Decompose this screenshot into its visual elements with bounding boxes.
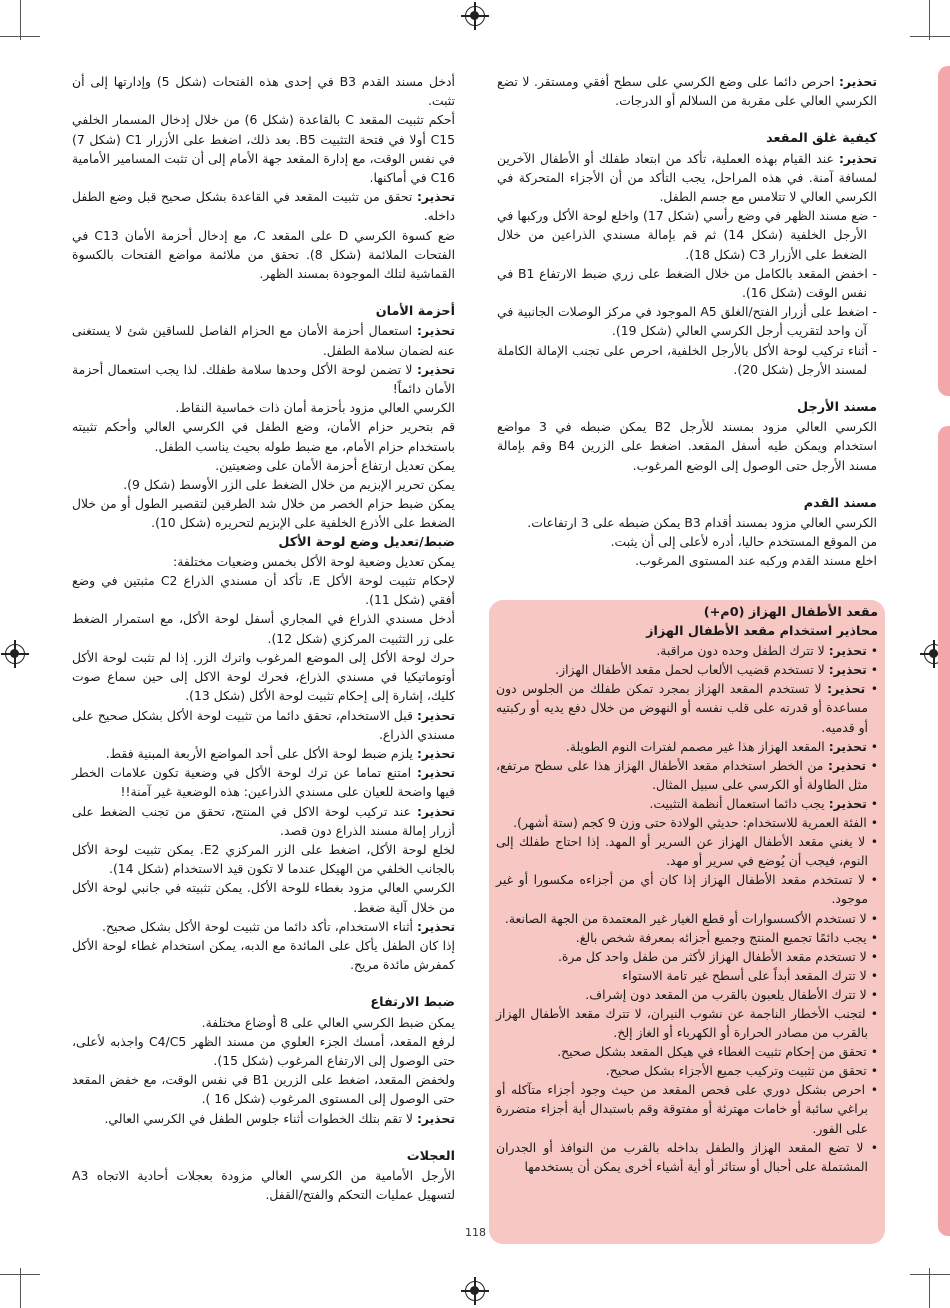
paragraph-text: أدخل مسندي الذراع في المجاري أسفل لوحة الأكل، مع استمرار الضغط على زر التثبيت المركزي (شكل 12). bbox=[72, 611, 455, 646]
paragraph-text: يلزم ضبط لوحة الأكل على أحد المواضع الأربعة المبنية فقط. bbox=[105, 745, 417, 761]
list-item bbox=[496, 966, 878, 985]
spacer bbox=[72, 974, 455, 993]
spacer bbox=[497, 110, 877, 129]
paragraph-text: الكرسي العالي مزود بأحزمة أمان ذات خماسية النقاط. bbox=[175, 400, 455, 416]
section-tab bbox=[938, 426, 950, 1236]
paragraph-text: لا يغني مقعد الأطفال الهزاز عن السرير أو المهد. إذا احتاج طفلك إلى النوم، فيجب أن يُوضع في سرير أو مهد. bbox=[496, 834, 868, 869]
paragraph-text: اخلع مسند القدم وركبه عند المستوى المرغوب. bbox=[635, 553, 877, 569]
paragraph-text: عند القيام بهذه العملية، تأكد من ابتعاد طفلك أو الأطفال الآخرين لمسافة آمنة. في هذه المراحل، يجب التأكد من أن الأجزاء المتحركة في الكرسي العالي لا تتلامس مع جسم الطفل. bbox=[497, 150, 877, 205]
bullet: • bbox=[866, 967, 878, 983]
paragraph-text: قم بتحرير حزام الأمان، وضع الطفل في الكرسي العالي وأحكم تثبيته باستخدام حزام الأمام، مع ضبط طوله بحيث يناسب الطفل. bbox=[72, 419, 455, 454]
paragraph-text: استعمال أحزمة الأمان مع الحزام الفاصل للساقين شئ لا يستغنى عنه لضمان سلامة الطفل. bbox=[72, 323, 455, 358]
paragraph-text: لرفع المقعد، أمسك الجزء العلوي من مسند الظهر C4/C5 واجذبه لأعلى، حتى الوصول إلى الارتفاع المرغوب (شكل 15). bbox=[72, 1033, 455, 1068]
paragraph bbox=[72, 1109, 455, 1128]
paragraph bbox=[72, 72, 455, 110]
warning-label: تحذير: bbox=[838, 74, 877, 89]
warning-label: تحذير: bbox=[416, 189, 455, 205]
paragraph-text: لا تضمن لوحة الأكل وحدها سلامة طفلك. لذا يجب استعمال أحزمة الأمان دائماً! bbox=[72, 361, 455, 397]
paragraph bbox=[72, 226, 455, 284]
section-heading: مسند القدم bbox=[803, 495, 877, 511]
list-item bbox=[496, 737, 878, 756]
list-item bbox=[497, 206, 877, 264]
section-heading: مسند الأرجل bbox=[797, 400, 877, 416]
paragraph bbox=[72, 840, 455, 878]
section-heading: محاذير استخدام مقعد الأطفال الهزاز bbox=[646, 624, 878, 640]
warning-label: تحذير: bbox=[416, 707, 455, 723]
paragraph bbox=[72, 187, 455, 225]
paragraph-text: لا تستخدم مقعد الأطفال الهزاز لأكثر من طفل واحد كل مرة. bbox=[557, 948, 867, 964]
warning-label: تحذير: bbox=[416, 765, 455, 781]
paragraph-text: احرص دائما على وضع الكرسي على سطح أفقي ومستقر. لا تضع الكرسي العالي على مقربة من السلالم أو الدرجات. bbox=[497, 74, 877, 109]
paragraph-text: لا تترك الطفل وحده دون مراقبة. bbox=[656, 643, 829, 659]
paragraph bbox=[72, 609, 455, 647]
crop-mark bbox=[20, 0, 21, 40]
section-heading: كيفية غلق المقعد bbox=[766, 131, 877, 147]
warning-label: تحذير: bbox=[416, 803, 455, 819]
paragraph-text: لا تستخدم الأكسسوارات أو قطع الغيار غير المعتمدة من الجهة الصانعة. bbox=[504, 910, 867, 926]
bullet: • bbox=[863, 1139, 879, 1155]
paragraph bbox=[72, 110, 455, 187]
paragraph-text: قبل الاستخدام، تحقق دائما من تثبيت لوحة الأكل بشكل صحيح على مسندي الذراع. bbox=[72, 707, 455, 742]
section-tab bbox=[938, 66, 950, 396]
list-item bbox=[496, 641, 878, 660]
paragraph-text: تحقق من تثبيت المقعد في القاعدة بشكل صحيح قبل وضع الطفل داخله. bbox=[72, 189, 455, 224]
section-heading: ضبط الارتفاع bbox=[370, 995, 455, 1011]
section-heading: أحزمة الأمان bbox=[375, 304, 455, 320]
paragraph-text: أحكم تثبيت المقعد C بالقاعدة (شكل 6) من خلال إدخال المسمار الخلفي C15 أولا في فتحة التثبيت B5. بعد ذلك، اضغط على الأزرار C1 (شكل 7) في نفس الوقت، مع إدارة المقعد جهة الأمام إلى أن تثبت المسامير الأمامية C16 في أماكنها. bbox=[72, 112, 455, 186]
list-item bbox=[496, 813, 878, 832]
bullet: • bbox=[866, 986, 878, 1002]
paragraph bbox=[72, 571, 455, 609]
list-item bbox=[496, 947, 878, 966]
bullet: - bbox=[867, 265, 877, 281]
paragraph bbox=[72, 706, 455, 744]
left-column bbox=[72, 72, 455, 1204]
paragraph-text: لتجنب الأخطار الناجمة عن نشوب النيران، لا تترك مقعد الأطفال الهزاز بالقرب من مصادر الحرارة أو الكهرباء أو الغاز إلخ. bbox=[496, 1005, 868, 1041]
list-item bbox=[496, 756, 878, 794]
paragraph-text: يمكن تعديل وضعية لوحة الأكل بخمس وضعيات مختلفة: bbox=[173, 553, 455, 569]
paragraph-text: المقعد الهزاز هذا غير مصمم لفترات النوم الطويلة. bbox=[565, 738, 829, 754]
paragraph-text: أدخل مسند القدم B3 في إحدى هذه الفتحات (شكل 5) وإدارتها إلى أن تثبت. bbox=[72, 74, 456, 109]
crop-mark bbox=[929, 0, 930, 40]
paragraph-text: لا تقم بتلك الخطوات أثناء جلوس الطفل في الكرسي العالي. bbox=[104, 1110, 417, 1126]
paragraph-text: الكرسي العالي مزود بمسند للأرجل B2 يمكن ضبطه في 3 مواضع استخدام ويمكن طيه أسفل المقعد. اضغط على الزرين B4 وقم بإمالة مسند الأرجل حتى الوصول إلى الوضع المرغوب. bbox=[497, 419, 877, 473]
warning-label: تحذير: bbox=[828, 643, 867, 659]
warning-label: تحذير: bbox=[828, 662, 867, 678]
list-item bbox=[496, 832, 878, 870]
registration-mark-icon bbox=[5, 644, 25, 664]
paragraph-text: الأرجل الأمامية من الكرسي العالي مزودة بعجلات أحادية الاتجاه A3 لتسهيل عمليات التحكم والفتح/القفل. bbox=[72, 1167, 455, 1203]
paragraph bbox=[497, 417, 877, 475]
paragraph-text: عند تركيب لوحة الاكل في المنتج، تحقق من تجنب الضغط على أزرار إمالة مسند الذراع دون قصد. bbox=[72, 803, 455, 838]
section-heading: مقعد الأطفال الهزاز (0م+) bbox=[703, 605, 878, 620]
paragraph-text: ضع مسند الظهر في وضع رأسي (شكل 17) واخلع لوحة الأكل وركبها في الأرجل الخلفية (شكل 14) ثم قم بإمالة مسندي الذراعين من خلال الضغط على الأزرار C3 (شكل 18). bbox=[497, 208, 869, 262]
spacer bbox=[72, 1128, 455, 1147]
list-item bbox=[496, 1004, 878, 1042]
list-item bbox=[496, 1061, 878, 1080]
warning-label: تحذير: bbox=[416, 745, 455, 761]
bullet: - bbox=[868, 304, 877, 320]
list-item bbox=[497, 264, 877, 302]
paragraph-text: اضغط على أزرار الفتح/الغلق A5 الموجود في مركز الوصلات الجانبية في آن واحد لتقريب أرجل الكرسي العالي (شكل 19). bbox=[497, 304, 869, 339]
paragraph bbox=[72, 744, 455, 763]
bullet: • bbox=[866, 738, 878, 754]
paragraph-text: لا تستخدم المقعد الهزاز بمجرد تمكن طفلك من الجلوس دون مساعدة أو قدرته على قلب نفسه أو النهوض من خلال دفع يديه أو ركبتيه أو قدميه. bbox=[496, 681, 868, 735]
bullet: • bbox=[866, 948, 878, 964]
paragraph-text: لا تستخدم مقعد الأطفال الهزاز إذا كان أي من أجزاءه مكسورا أو غير موجود. bbox=[496, 872, 868, 907]
paragraph-text: لا تترك الأطفال يلعبون بالقرب من المقعد دون إشراف. bbox=[585, 986, 867, 1002]
bullet: • bbox=[865, 681, 879, 697]
registration-mark-icon bbox=[465, 6, 485, 26]
paragraph bbox=[72, 417, 455, 455]
paragraph bbox=[497, 513, 877, 532]
paragraph bbox=[72, 398, 455, 417]
paragraph bbox=[72, 648, 455, 706]
bullet: • bbox=[866, 757, 878, 773]
paragraph-text: لا تستخدم قضيب الألعاب لحمل مقعد الأطفال الهزاز. bbox=[555, 662, 829, 678]
paragraph bbox=[497, 149, 877, 207]
bullet: • bbox=[865, 1005, 878, 1021]
page-number: 118 bbox=[465, 1226, 486, 1239]
list-item bbox=[496, 679, 878, 736]
warning-label: تحذير: bbox=[416, 1110, 455, 1126]
paragraph bbox=[72, 552, 455, 571]
paragraph-text: إذا كان الطفل يأكل على المائدة مع الدبه، يمكن استخدام غطاء لوحة الأكل كمفرش مائدة مريح. bbox=[72, 937, 455, 973]
paragraph bbox=[72, 802, 455, 840]
paragraph-text: يمكن ضبط الكرسي العالي على 8 أوضاع مختلفة. bbox=[201, 1014, 455, 1030]
bullet: • bbox=[866, 815, 878, 831]
crop-mark bbox=[910, 36, 950, 37]
paragraph-text: لا تضع المقعد الهزاز والطفل بداخله بالقرب من النوافذ أو الجدران المشتملة على أحبال أو ستائر أو أية أشياء أخرى يمكن أن يستخدمها bbox=[496, 1139, 868, 1174]
list-item bbox=[497, 302, 877, 340]
paragraph-text: أثناء تركيب لوحة الأكل بالأرجل الخلفية، احرص على تجنب الإمالة الكاملة لمسند الأرجل (شكل 20). bbox=[497, 342, 869, 377]
paragraph bbox=[72, 1032, 455, 1070]
paragraph-text: لا تترك المقعد أبداً على أسطح غير تامة الاستواء bbox=[622, 967, 867, 983]
paragraph bbox=[72, 763, 455, 801]
warning-label: تحذير: bbox=[416, 918, 455, 934]
crop-mark bbox=[0, 36, 40, 37]
paragraph bbox=[72, 456, 455, 475]
warning-label: تحذير: bbox=[416, 361, 455, 377]
paragraph bbox=[72, 360, 455, 398]
paragraph-text: حرك لوحة الأكل إلى الموضع المرغوب واترك الزر. إذا لم تثبت لوحة الأكل أوتوماتيكيا في مسندي الذراع، فحرك لوحة الاكل إلى حين سماع صوت كليك، إشارة إلى إحكام تثبيت لوحة الأكل (شكل 13). bbox=[72, 649, 455, 704]
list-item bbox=[496, 1042, 878, 1061]
paragraph-text: الفئة العمرية للاستخدام: حديثي الولادة حتى وزن 9 كجم (ستة أشهر). bbox=[513, 815, 867, 831]
paragraph-text: ولخفض المقعد، اضغط على الزرين B1 في نفس الوقت، مع خفض المقعد حتى الوصول إلى المستوى المرغوب (شكل 16 ). bbox=[72, 1072, 455, 1107]
bullet: • bbox=[866, 643, 878, 659]
list-item bbox=[496, 1138, 878, 1176]
spacer bbox=[497, 475, 877, 494]
section-heading: ضبط/تعديل وضع لوحة الأكل bbox=[278, 534, 455, 550]
paragraph bbox=[72, 1013, 455, 1032]
warning-box-content bbox=[496, 603, 878, 1176]
paragraph-text: امتنع تماما عن ترك لوحة الأكل في وضعية تكون علامات الخطر فيها واضحة للعيان على مسندي الذراعين: هذه الوضعية غير آمنة!! bbox=[72, 765, 455, 800]
bullet: - bbox=[868, 342, 877, 358]
crop-mark bbox=[910, 1274, 950, 1275]
warning-label: تحذير: bbox=[828, 795, 867, 811]
list-item bbox=[496, 909, 878, 928]
paragraph-text: لإحكام تثبيت لوحة الأكل E، تأكد أن مسندي الذراع C2 مثبتين في وضع أفقي (شكل 11). bbox=[72, 573, 455, 608]
paragraph-text: تحقق من تثبيت وتركيب جميع الأجزاء بشكل صحيح. bbox=[605, 1063, 867, 1079]
list-item bbox=[496, 660, 878, 679]
paragraph-text: يمكن تحرير الإبزيم من خلال الضغط على الزر الأوسط (شكل 9). bbox=[123, 477, 455, 493]
paragraph-text: أثناء الاستخدام، تأكد دائما من تثبيت لوحة الأكل بشكل صحيح. bbox=[102, 918, 417, 934]
paragraph-text: تحقق من إحكام تثبيت الغطاء في هيكل المقعد بشكل صحيح. bbox=[557, 1044, 867, 1060]
warning-label: تحذير: bbox=[828, 738, 867, 754]
paragraph-text: الكرسي العالي مزود بغطاء للوحة الأكل. يمكن تثبيته في جانبي لوحة الأكل من خلال آلية ضغط. bbox=[72, 880, 455, 915]
paragraph-text: احرص بشكل دوري على فحص المقعد من حيث وجود أجزاء متآكله أو براغي سائبة أو خامات مهترئة أو مفتوقة وقم باستبدال أية أجزاء متضررة على الفور. bbox=[496, 1082, 868, 1136]
bullet: • bbox=[866, 1044, 878, 1060]
section-heading: العجلات bbox=[406, 1148, 455, 1164]
paragraph bbox=[72, 1166, 455, 1204]
paragraph bbox=[72, 936, 455, 974]
bullet: • bbox=[865, 834, 878, 850]
bullet: • bbox=[866, 662, 878, 678]
warning-label: تحذير: bbox=[416, 323, 455, 339]
bullet: • bbox=[865, 872, 878, 888]
list-item bbox=[496, 928, 878, 947]
paragraph-text: يمكن تعديل ارتفاع أحزمة الأمان على وضعيتين. bbox=[215, 457, 455, 473]
list-item bbox=[496, 870, 878, 908]
paragraph-text: لخلع لوحة الأكل، اضغط على الزر المركزي E2. يمكن تثبيت لوحة الأكل بالجانب الخلفي من الهيكل عندما لا تكون قيد الاستخدام (شكل 14). bbox=[72, 841, 456, 877]
paragraph-text: من الموقع المستخدم حاليا، أدره لأعلى إلى أن يثبت. bbox=[610, 534, 877, 550]
paragraph bbox=[72, 494, 455, 532]
paragraph-text: اخفض المقعد بالكامل من خلال الضغط على زري ضبط الارتفاع B1 في نفس الوقت (شكل 16). bbox=[497, 265, 868, 301]
paragraph-text: الكرسي العالي مزود بمسند أقدام B3 يمكن ضبطه على 3 ارتفاعات. bbox=[527, 515, 877, 531]
spacer bbox=[497, 379, 877, 398]
bullet: • bbox=[865, 1082, 878, 1098]
list-item bbox=[496, 794, 878, 813]
paragraph-text: من الخطر استخدام مقعد الأطفال الهزاز هذا على سطح مرتفع، مثل الطاولة أو الكرسي على سبيل المثال. bbox=[496, 757, 868, 792]
paragraph bbox=[497, 551, 877, 570]
right-column bbox=[497, 72, 877, 571]
bullet: • bbox=[866, 795, 878, 811]
bullet: - bbox=[868, 208, 877, 224]
bullet: • bbox=[866, 910, 878, 926]
paragraph bbox=[497, 72, 877, 110]
paragraph bbox=[497, 532, 877, 551]
paragraph bbox=[72, 475, 455, 494]
paragraph-text: يجب دائما استعمال أنظمة التثبيت. bbox=[649, 795, 829, 811]
warning-label: تحذير: bbox=[838, 150, 877, 166]
spacer bbox=[72, 283, 455, 302]
warning-label: تحذير: bbox=[827, 681, 866, 697]
paragraph bbox=[72, 1070, 455, 1108]
bullet: • bbox=[866, 929, 878, 945]
list-item bbox=[496, 1080, 878, 1137]
list-item bbox=[496, 985, 878, 1004]
paragraph-text: ضع كسوة الكرسي D على المقعد C، مع إدخال أحزمة الأمان C13 في الفتحات الملائمة (شكل 8). تحقق من ملائمة مواضع الفتحات بالكسوة القماشية لتلك الموجودة بمسند الظهر. bbox=[72, 227, 456, 282]
list-item bbox=[497, 341, 877, 379]
crop-mark bbox=[0, 1274, 40, 1275]
warning-label: تحذير: bbox=[828, 757, 867, 773]
paragraph-text: يجب دائمًا تجميع المنتج وجميع أجزائه بمعرفة شخص بالغ. bbox=[575, 929, 867, 945]
registration-mark-icon bbox=[465, 1281, 485, 1301]
paragraph bbox=[72, 878, 455, 916]
paragraph-text: يمكن ضبط حزام الخصر من خلال شد الطرفين لتقصير الطول أو من خلال الضغط على الأذرع الخلفية على الإبزيم لتحريره (شكل 10). bbox=[72, 496, 455, 531]
bullet: • bbox=[866, 1063, 878, 1079]
paragraph bbox=[72, 321, 455, 359]
paragraph bbox=[72, 917, 455, 936]
